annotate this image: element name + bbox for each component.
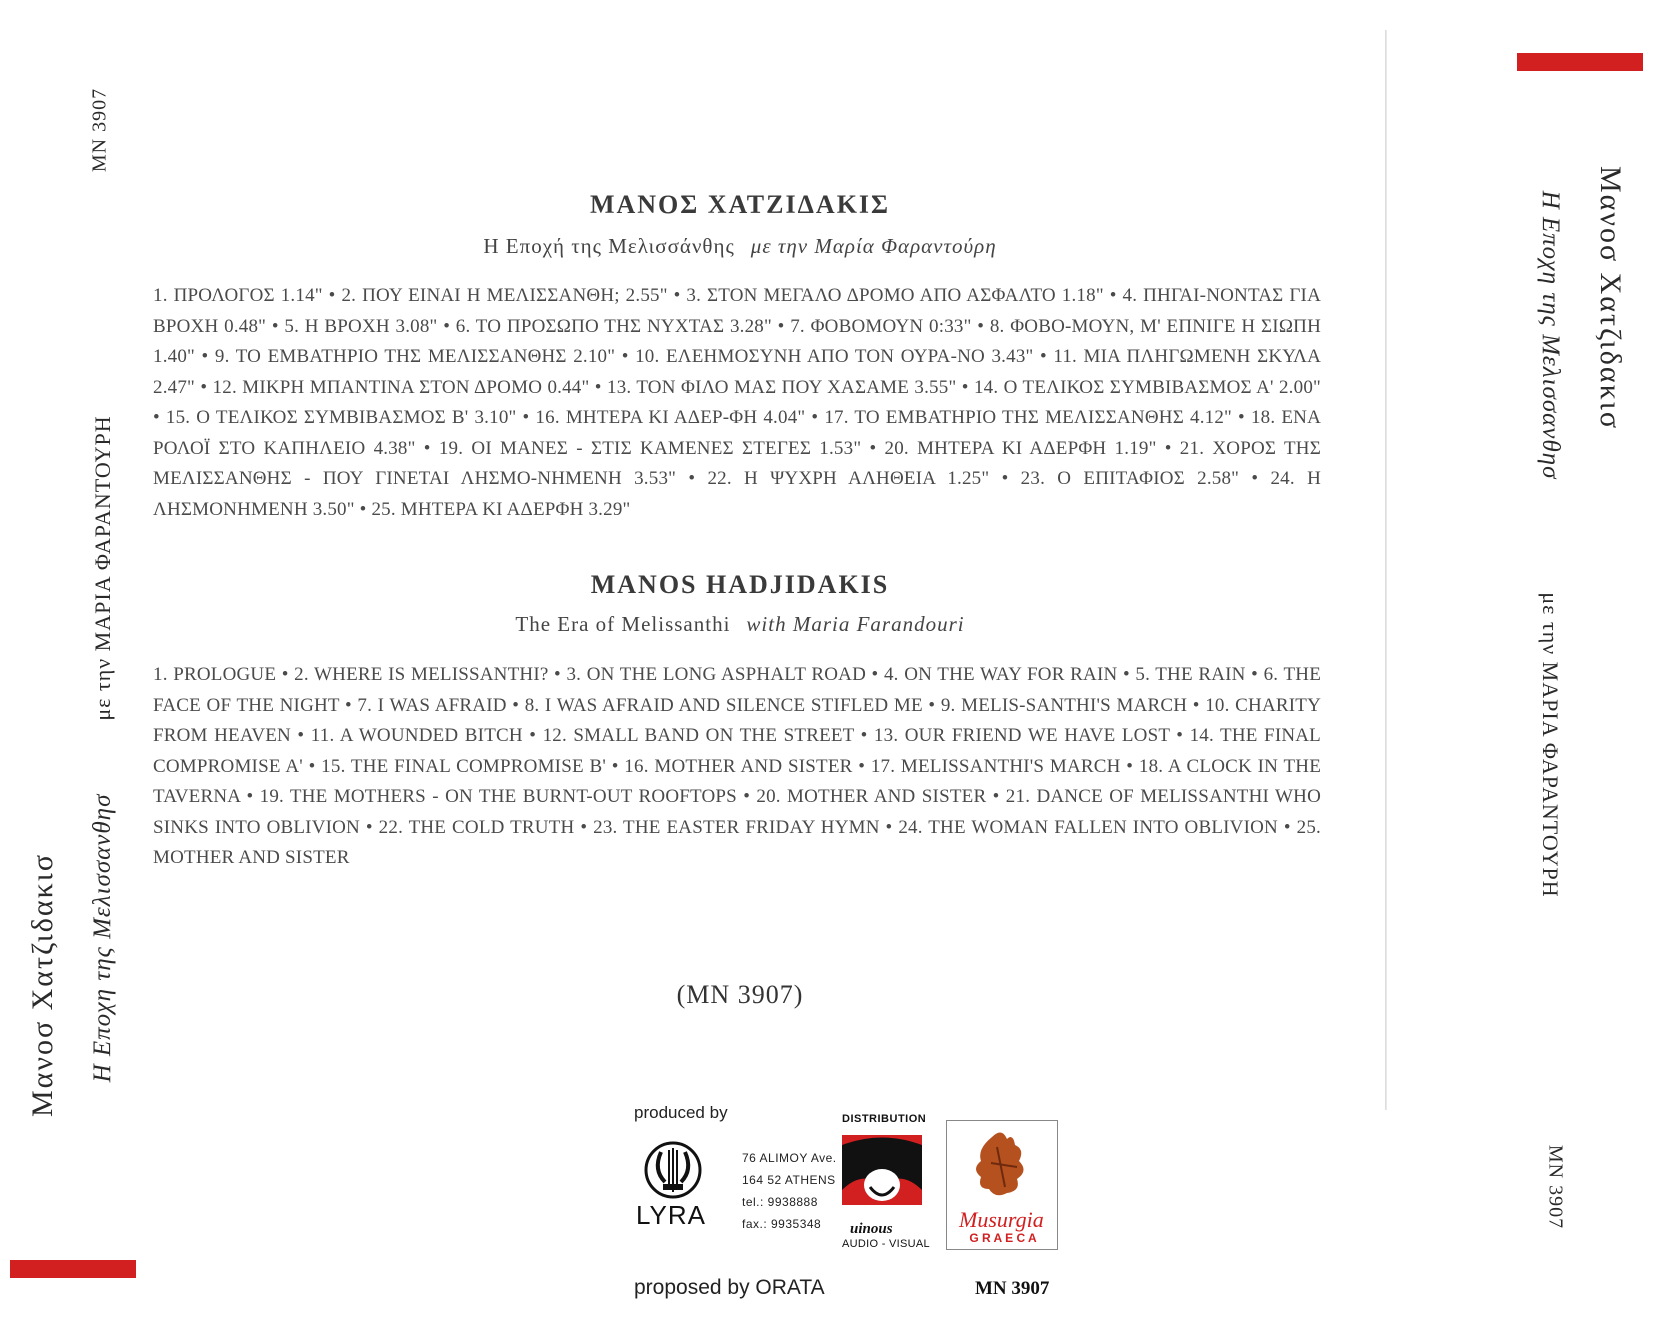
- musurgia-figure-icon: [947, 1127, 1057, 1207]
- english-featuring: with Maria Farandouri: [746, 612, 965, 636]
- catalog-number-bottom: MN 3907: [975, 1278, 1050, 1299]
- address-street: 76 ALIMOY Ave.: [742, 1151, 837, 1165]
- greek-featuring: με την Μαρία Φαραντούρη: [750, 234, 997, 258]
- catalog-number-center: (MN 3907): [676, 980, 804, 1009]
- fold-line: [1385, 30, 1387, 1110]
- lyra-logo-icon: [643, 1140, 703, 1200]
- right-red-stripe: [1517, 53, 1643, 71]
- distribution-sub: AUDIO - VISUAL: [842, 1238, 930, 1250]
- greek-album-title: Η Εποχή της Μελισσάνθης: [483, 234, 735, 258]
- left-spine-title: Η Εποχη της Μελισσανθησ: [89, 793, 116, 1083]
- address-city: 164 52 ATHENS: [742, 1173, 836, 1187]
- english-subheading: [150, 612, 1330, 637]
- produced-by-label: produced by: [634, 1103, 728, 1122]
- left-spine-artist: Μανοσ Χατζιδακισ: [26, 852, 59, 1118]
- distribution-brand: uinous: [850, 1221, 893, 1237]
- proposed-by-label: proposed by ORATA: [634, 1276, 825, 1299]
- lyra-address: [742, 1147, 837, 1235]
- graeca-label: G R A E C A: [969, 1231, 1037, 1245]
- left-red-stripe: [10, 1260, 136, 1278]
- right-spine-catalog: MN 3907: [1544, 1144, 1567, 1230]
- english-album-title: The Era of Melissanthi: [515, 612, 731, 636]
- english-tracklist: 1. PROLOGUE • 2. WHERE IS MELISSANTHI? • 3. ON THE LONG ASPHALT ROAD • 4. ON THE WAY FOR RAIN • 5. THE RAIN • 6. THE FACE OF THE NIGHT • 7. I WAS AFRAID • 8. I WAS AFRAID AND SILENCE STIFLED ME • 9. MELIS-SANTHI'S MARCH • 10. CHARITY FROM HEAVEN • 11. A WOUNDED BITCH • 12. SMALL BAND ON THE STREET • 13. OUR FRIEND WE HAVE LOST • 14. THE FINAL COMPROMISE A' • 15. THE FINAL COMPROMISE B' • 16. MOTHER AND SISTER • 17. MELISSANTHI'S MARCH • 18. A CLOCK IN THE TAVERNA • 19. THE MOTHERS - ON THE BURNT-OUT ROOFTOPS • 20. MOTHER AND SISTER • 21. DANCE OF MELISSANTHI WHO SINKS INTO OBLIVION • 22. THE COLD TRUTH • 23. THE EASTER FRIDAY HYMN • 24. THE WOMAN FALLEN INTO OBLIVION • 25. MOTHER AND SISTER: [153, 664, 1321, 868]
- right-spine-featuring: με την ΜΑΡΙΑ ΦΑΡΑΝΤΟΥΡΗ: [1538, 592, 1563, 898]
- greek-subheading: [150, 234, 1330, 259]
- lyra-label: LYRA: [636, 1200, 706, 1230]
- greek-artist-heading: ΜΑΝΟΣ ΧΑΤΖΙΔΑΚΙΣ: [589, 190, 891, 219]
- address-tel: tel.: 9938888: [742, 1195, 818, 1209]
- english-artist-heading: MANOS HADJIDAKIS: [590, 570, 890, 599]
- left-spine-catalog: MN 3907: [88, 87, 111, 173]
- distribution-label: DISTRIBUTION: [842, 1113, 927, 1125]
- distribution-logo: [842, 1135, 922, 1235]
- left-spine: [0, 0, 140, 1336]
- right-spine-title: Η Εποχη της Μελισσανθησ: [1537, 190, 1564, 480]
- right-spine-artist: Μανοσ Χατζιδακισ: [1594, 165, 1627, 431]
- right-spine: [1400, 0, 1660, 1336]
- musurgia-logo: [946, 1120, 1058, 1250]
- musurgia-label: Musurgia: [959, 1207, 1044, 1232]
- address-fax: fax.: 9935348: [742, 1217, 822, 1231]
- minos-logo-icon: [842, 1135, 922, 1235]
- left-spine-featuring: με την ΜΑΡΙΑ ΦΑΡΑΝΤΟΥΡΗ: [90, 415, 115, 721]
- greek-tracklist: 1. ΠΡΟΛΟΓΟΣ 1.14" • 2. ΠΟΥ ΕΙΝΑΙ Η ΜΕΛΙΣΣΑΝΘΗ; 2.55" • 3. ΣΤΟΝ ΜΕΓΑΛΟ ΔΡΟΜΟ ΑΠΟ ΑΣΦΑΛΤΟ 1.18" • 4. ΠΗΓΑΙ-ΝΟΝΤΑΣ ΓΙΑ ΒΡΟΧΗ 0.48" • 5. Η ΒΡΟΧΗ 3.08" • 6. ΤΟ ΠΡΟΣΩΠΟ ΤΗΣ ΝΥΧΤΑΣ 3.28" • 7. ΦΟΒΟΜΟΥΝ 0:33" • 8. ΦΟΒΟ-ΜΟΥΝ, Μ' ΕΠΝΙΓΕ Η ΣΙΩΠΗ 1.40" • 9. ΤΟ ΕΜΒΑΤΗΡΙΟ ΤΗΣ ΜΕΛΙΣΣΑΝΘΗΣ 2.10" • 10. ΕΛΕΗΜΟΣΥΝΗ ΑΠΟ ΤΟΝ ΟΥΡΑ-ΝΟ 3.43" • 11. ΜΙΑ ΠΛΗΓΩΜΕΝΗ ΣΚΥΛΑ 2.47" • 12. ΜΙΚΡΗ ΜΠΑΝΤΙΝΑ ΣΤΟΝ ΔΡΟΜΟ 0.44" • 13. ΤΟΝ ΦΙΛΟ ΜΑΣ ΠΟΥ ΧΑΣΑΜΕ 3.55" • 14. Ο ΤΕΛΙΚΟΣ ΣΥΜΒΙΒΑΣΜΟΣ Α' 2.00" • 15. Ο ΤΕΛΙΚΟΣ ΣΥΜΒΙΒΑΣΜΟΣ Β' 3.10" • 16. ΜΗΤΕΡΑ ΚΙ ΑΔΕΡ-ΦΗ 4.04" • 17. ΤΟ ΕΜΒΑΤΗΡΙΟ ΤΗΣ ΜΕΛΙΣΣΑΝΘΗΣ 4.12" • 18. ΕΝΑ ΡΟΛΟΪ ΣΤΟ ΚΑΠΗΛΕΙΟ 4.38" • 19. ΟΙ ΜΑΝΕΣ - ΣΤΙΣ ΚΑΜΕΝΕΣ ΣΤΕΓΕΣ 1.53" • 20. ΜΗΤΕΡΑ ΚΙ ΑΔΕΡΦΗ 1.19" • 21. ΧΟΡΟΣ ΤΗΣ ΜΕΛΙΣΣΑΝΘΗΣ - ΠΟΥ ΓΙΝΕΤΑΙ ΛΗΣΜΟ-ΝΗΜΕΝΗ 3.53" • 22. Η ΨΥΧΡΗ ΑΛΗΘΕΙΑ 1.25" • 23. Ο ΕΠΙΤΑΦΙΟΣ 2.58" • 24. Η ΛΗΣΜΟΝΗΜΕΝΗ 3.50" • 25. ΜΗΤΕΡΑ ΚΙ ΑΔΕΡΦΗ 3.29": [153, 285, 1321, 520]
